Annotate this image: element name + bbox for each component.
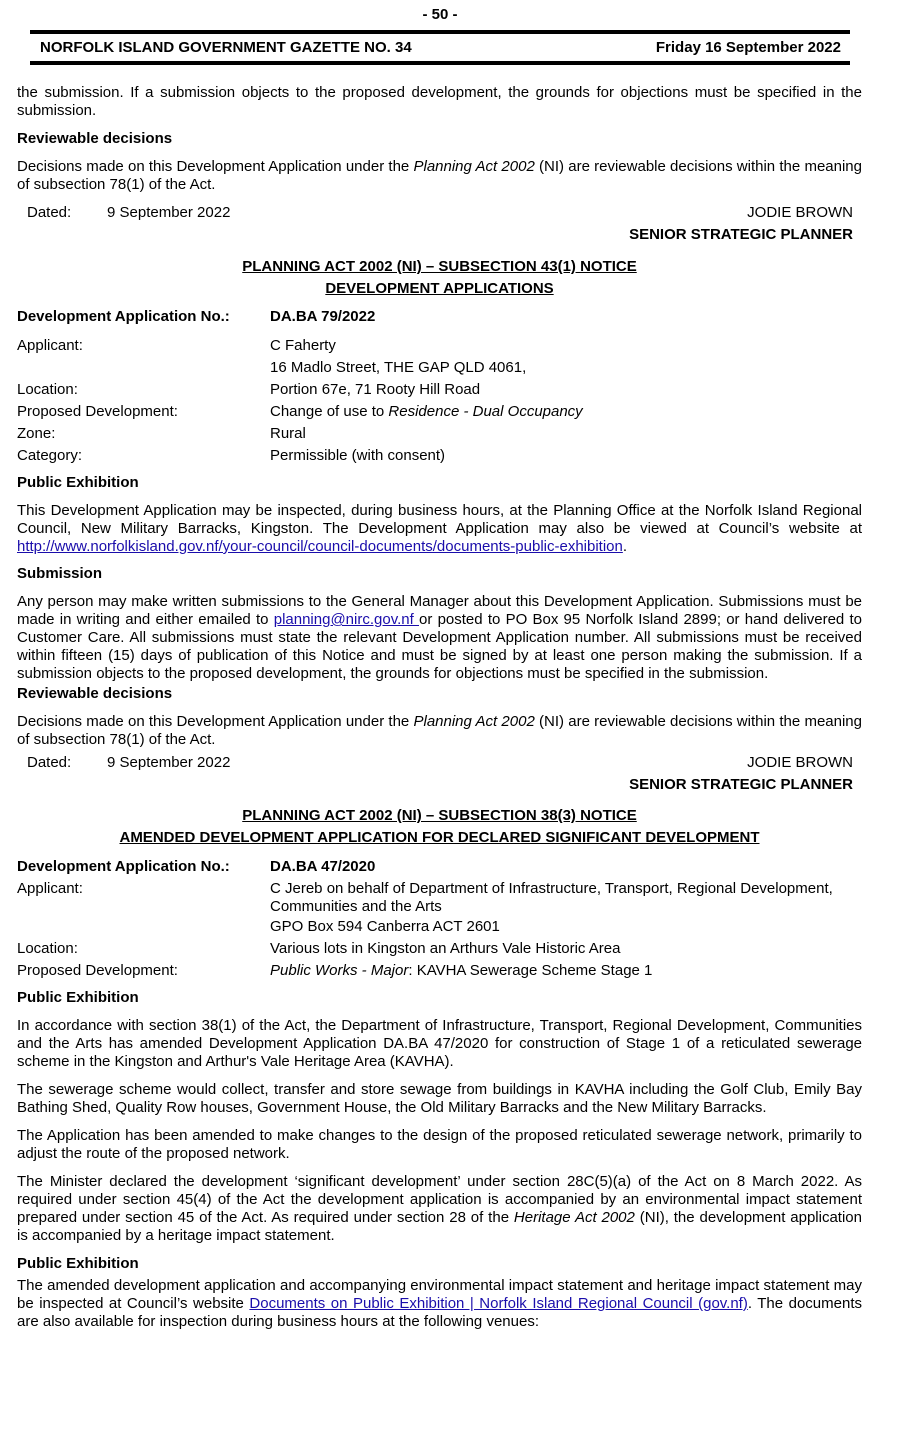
continued-paragraph: the submission. If a submission objects to the proposed development, the grounds for objections must be specified in the submission.	[17, 84, 862, 119]
applicant-address: 16 Madlo Street, THE GAP QLD 4061,	[270, 359, 527, 376]
category-value: Permissible (with consent)	[270, 447, 446, 464]
applicant-label: Applicant:	[17, 337, 83, 354]
da-label: Development Application No.:	[17, 308, 230, 325]
notice2-paragraph-2: The sewerage scheme would collect, transfer and store sewage from buildings in KAVHA including the Golf Club, Emily Bay Bathing Shed, Quality Row houses, Government House, the Old Military Barracks and the New Military Barracks.	[17, 1081, 862, 1116]
reviewable-heading: Reviewable decisions	[17, 685, 173, 702]
applicant-label: Applicant:	[17, 880, 83, 897]
notice2-paragraph-1: In accordance with section 38(1) of the Act, the Department of Infrastructure, Transport, Regional Development, Communities and the Arts has amended Development Application DA.BA 47/2020 for construction of Stage 1 of a reticulated sewerage scheme in the Kingston and Arthur's Vale Heritage Area (KAVHA).	[17, 1017, 862, 1070]
reviewable-paragraph: Decisions made on this Development Application under the Planning Act 2002 (NI) are reviewable decisions within the meaning of subsection 78(1) of the Act.	[17, 158, 862, 193]
notice1-title: PLANNING ACT 2002 (NI) – SUBSECTION 43(1) NOTICE	[242, 258, 637, 275]
proposed-label: Proposed Development:	[17, 403, 178, 420]
applicant-address: GPO Box 594 Canberra ACT 2601	[270, 918, 500, 935]
signer-title: SENIOR STRATEGIC PLANNER	[629, 776, 853, 793]
zone-label: Zone:	[17, 425, 56, 442]
proposed-value: Public Works - Major: KAVHA Sewerage Scheme Stage 1	[270, 962, 653, 979]
gazette-title: NORFOLK ISLAND GOVERNMENT GAZETTE NO. 34	[40, 39, 412, 56]
documents-exhibition-link[interactable]: Documents on Public Exhibition | Norfolk Island Regional Council (gov.nf)	[249, 1295, 748, 1312]
dated-label: Dated:	[27, 204, 72, 221]
submission-heading: Submission	[17, 565, 103, 582]
da-label: Development Application No.:	[17, 858, 230, 875]
location-value: Portion 67e, 71 Rooty Hill Road	[270, 381, 481, 398]
notice2-paragraph-5: The amended development application and accompanying environmental impact statement and heritage impact statement may be inspected at Council’s website Documents on Public Exhibition | Norfolk Island Regional Council (gov.nf). The documents are also available for inspection during business hours at the following venues:	[17, 1277, 862, 1330]
applicant-name: C Faherty	[270, 337, 336, 354]
submission-email-link[interactable]: planning@nirc.gov.nf	[273, 611, 419, 628]
location-value: Various lots in Kingston an Arthurs Vale Historic Area	[270, 940, 621, 957]
zone-value: Rural	[270, 425, 306, 442]
category-label: Category:	[17, 447, 83, 464]
applicant-name: C Jereb on behalf of Department of Infrastructure, Transport, Regional Development, Communities and the Arts	[270, 880, 833, 915]
header-rule-bottom	[30, 61, 850, 65]
dated-row	[17, 752, 862, 774]
exhibition-link[interactable]: http://www.norfolkisland.gov.nf/your-council/council-documents/documents-public-exhibition	[17, 538, 623, 555]
page-number: - 50 -	[422, 6, 458, 23]
gazette-content	[17, 84, 862, 1331]
exhibition-heading: Public Exhibition	[17, 989, 139, 1006]
notice2-paragraph-3: The Application has been amended to make changes to the design of the proposed reticulated sewerage network, primarily to adjust the route of the proposed network.	[17, 1127, 862, 1162]
exhibition-heading: Public Exhibition	[17, 474, 139, 491]
signer-name: JODIE BROWN	[747, 204, 853, 221]
header-rule-top	[30, 30, 850, 34]
notice2-paragraph-4: The Minister declared the development ‘significant development’ under section 28C(5)(a) of the Act on 8 March 2022. As required under section 45(4) of the Act the development application is accompanied by an environmental impact statement prepared under section 45 of the Act. As required under section 28 of the Heritage Act 2002 (NI), the development application is accompanied by a heritage impact statement.	[17, 1173, 862, 1244]
gazette-date: Friday 16 September 2022	[655, 39, 841, 56]
proposed-value: Change of use to Residence - Dual Occupancy	[270, 403, 583, 420]
dated-row	[17, 202, 862, 224]
exhibition-paragraph: This Development Application may be inspected, during business hours, at the Planning Office at the Norfolk Island Regional Council, New Military Barracks, Kingston. The Development Application may also be viewed at Council’s website at http://www.norfolkisland.gov.nf/your-council/council-documents/documents-public-exhibition.	[17, 502, 862, 555]
dated-value: 9 September 2022	[107, 754, 231, 771]
submission-paragraph: Any person may make written submissions to the General Manager about this Development Application. Submissions must be made in writing and either emailed to planning@nirc.gov.nf or posted to PO Box 95 Norfolk Island 2899; or hand delivered to Customer Care. All submissions must state the relevant Development Application number. All submissions must be received within fifteen (15) days of publication of this Notice and must be signed by at least one person making the submission. If a submission objects to the proposed development, the grounds for objections must be specified in the submission.	[17, 593, 862, 682]
location-label: Location:	[17, 940, 78, 957]
signer-name: JODIE BROWN	[747, 754, 853, 771]
notice1-subtitle: DEVELOPMENT APPLICATIONS	[325, 280, 554, 297]
signer-title: SENIOR STRATEGIC PLANNER	[629, 226, 853, 243]
notice2-title: PLANNING ACT 2002 (NI) – SUBSECTION 38(3) NOTICE	[242, 807, 637, 824]
reviewable-heading: Reviewable decisions	[17, 130, 173, 147]
notice2-details	[17, 856, 862, 982]
dated-value: 9 September 2022	[107, 204, 231, 221]
da-value: DA.BA 79/2022	[270, 308, 376, 325]
da-value: DA.BA 47/2020	[270, 858, 376, 875]
reviewable-paragraph: Decisions made on this Development Application under the Planning Act 2002 (NI) are reviewable decisions within the meaning of subsection 78(1) of the Act.	[17, 713, 862, 748]
dated-label: Dated:	[27, 754, 72, 771]
proposed-label: Proposed Development:	[17, 962, 178, 979]
notice1-details	[17, 306, 862, 467]
notice2-subtitle: AMENDED DEVELOPMENT APPLICATION FOR DECLARED SIGNIFICANT DEVELOPMENT	[119, 829, 760, 846]
location-label: Location:	[17, 381, 78, 398]
exhibition-heading-2: Public Exhibition	[17, 1255, 139, 1272]
